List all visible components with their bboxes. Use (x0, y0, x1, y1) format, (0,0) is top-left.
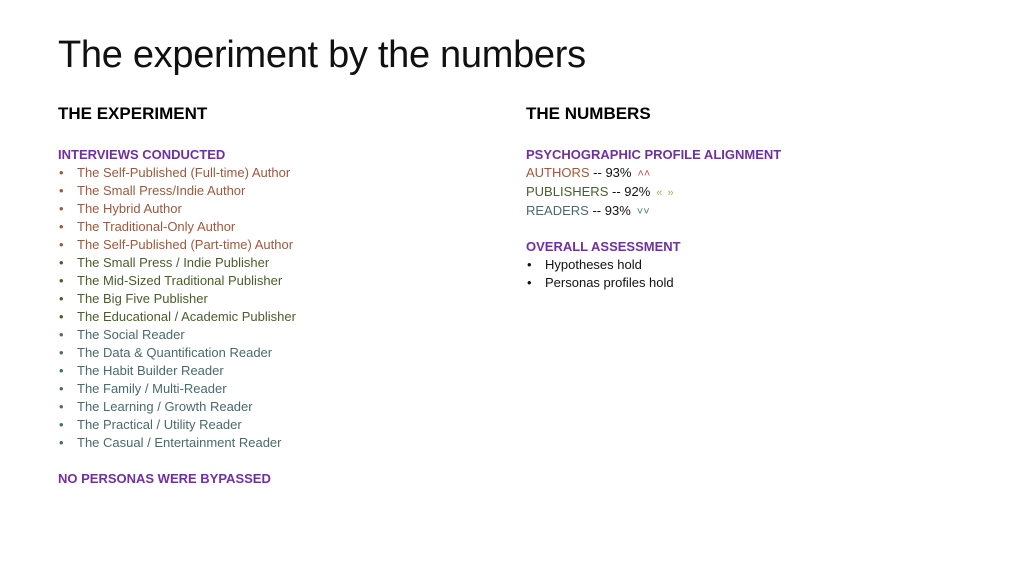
page-title: The experiment by the numbers (58, 34, 586, 76)
bullet-icon: • (59, 165, 64, 180)
assessment-list (526, 256, 966, 292)
list-item (58, 254, 498, 272)
alignment-value: -- 93% (589, 165, 632, 180)
bullet-icon: • (527, 275, 532, 290)
bullet-icon: • (59, 219, 64, 234)
list-item (58, 416, 498, 434)
list-item (58, 344, 498, 362)
bullet-icon: • (59, 201, 64, 216)
interviews-heading: INTERVIEWS CONDUCTED (58, 147, 226, 162)
interview-label: The Casual / Entertainment Reader (77, 435, 282, 450)
alignment-row-authors (526, 164, 966, 183)
bypass-note: NO PERSONAS WERE BYPASSED (58, 471, 271, 486)
alignment-label: PUBLISHERS (526, 184, 609, 199)
list-item (58, 236, 498, 254)
interview-label: The Self-Published (Part-time) Author (77, 237, 294, 252)
experiment-heading: THE EXPERIMENT (58, 104, 208, 123)
alignment-row-publishers (526, 183, 966, 202)
alignment-value: -- 93% (588, 203, 631, 218)
alignment-value: -- 92% (608, 184, 651, 199)
list-item: • Personas profiles hold (527, 275, 674, 290)
bullet-icon: • (59, 363, 64, 378)
interview-label: The Big Five Publisher (77, 291, 208, 306)
list-item (58, 182, 498, 200)
bullet-icon: • (59, 327, 64, 342)
double-chevron-up-icon: ˄˄ (637, 168, 651, 180)
bullet-icon: • (59, 255, 64, 270)
double-chevron-sideways-icon: « » (656, 187, 675, 199)
interview-label: The Data & Quantification Reader (77, 345, 273, 360)
bullet-icon: • (59, 345, 64, 360)
numbers-column (526, 104, 966, 292)
bullet-icon: • (59, 435, 64, 450)
alignment-label: READERS (526, 203, 589, 218)
bullet-icon: • (59, 183, 64, 198)
experiment-column (58, 104, 498, 488)
list-item (58, 398, 498, 416)
list-item (58, 290, 498, 308)
list-item (58, 200, 498, 218)
list-item (58, 380, 498, 398)
list-item (58, 164, 498, 182)
list-item (58, 434, 498, 452)
alignment-row-readers (526, 202, 966, 221)
interview-label: The Educational / Academic Publisher (77, 309, 296, 324)
bullet-icon: • (59, 273, 64, 288)
bullet-icon: • (59, 381, 64, 396)
bullet-icon: • (59, 291, 64, 306)
interview-label: The Hybrid Author (77, 201, 182, 216)
assessment-heading: OVERALL ASSESSMENT (526, 239, 681, 254)
interview-label: The Learning / Growth Reader (77, 399, 253, 414)
interview-label: The Small Press/Indie Author (77, 183, 246, 198)
bullet-icon: • (59, 399, 64, 414)
list-item (58, 326, 498, 344)
interview-label: The Family / Multi-Reader (77, 381, 227, 396)
list-item (58, 218, 498, 236)
interview-label: The Self-Published (Full-time) Author (77, 165, 291, 180)
interview-label: The Small Press / Indie Publisher (77, 255, 270, 270)
double-chevron-down-icon: ˅˅ (636, 206, 650, 218)
interview-list (58, 164, 498, 452)
list-item: • Hypotheses hold (527, 257, 642, 272)
interview-label: The Habit Builder Reader (77, 363, 224, 378)
bullet-icon: • (59, 309, 64, 324)
interview-label: The Social Reader (77, 327, 185, 342)
interview-label: The Traditional-Only Author (77, 219, 236, 234)
bullet-icon: • (527, 257, 532, 272)
list-item (58, 308, 498, 326)
interview-label: The Practical / Utility Reader (77, 417, 242, 432)
alignment-heading: PSYCHOGRAPHIC PROFILE ALIGNMENT (526, 147, 782, 162)
alignment-label: AUTHORS (526, 165, 590, 180)
list-item (58, 272, 498, 290)
bullet-icon: • (59, 237, 64, 252)
interview-label: The Mid-Sized Traditional Publisher (77, 273, 283, 288)
list-item (58, 362, 498, 380)
numbers-heading: THE NUMBERS (526, 104, 651, 123)
bullet-icon: • (59, 417, 64, 432)
